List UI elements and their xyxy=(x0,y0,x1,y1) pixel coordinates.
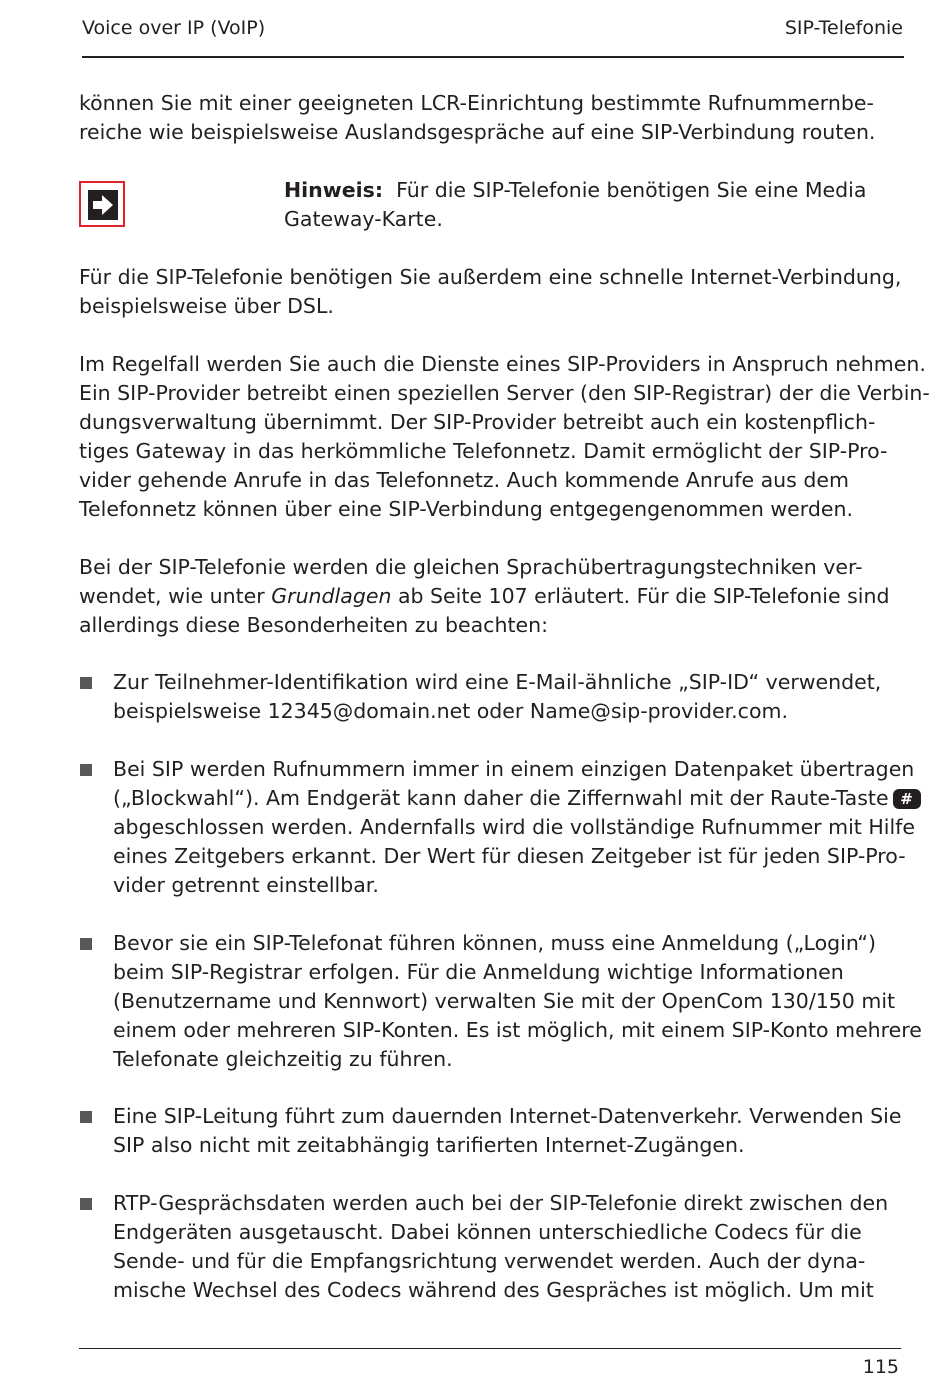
footer-rule xyxy=(79,1348,901,1349)
text-line: beispielsweise über DSL. xyxy=(79,294,334,318)
text-line: vider gehende Anrufe in das Telefonnetz. Auch kommende Anrufe aus dem xyxy=(79,468,849,492)
text-line: Ein SIP-Provider betreibt einen speziellen Server (den SIP-Registrar) der die Verbin- xyxy=(79,381,930,405)
list-item xyxy=(113,1102,903,1160)
text-line: Für die SIP-Telefonie benötigen Sie außerdem eine schnelle Internet-Verbindung, xyxy=(79,265,902,289)
running-header-section: SIP-Telefonie xyxy=(784,17,903,39)
note-line: Für die SIP-Telefonie benötigen Sie eine Media xyxy=(396,178,867,202)
text-line: Zur Teilnehmer-Identifikation wird eine E-Mail-ähnliche „SIP-ID“ verwendet, xyxy=(113,670,882,694)
text-line: RTP-Gesprächsdaten werden auch bei der SIP-Telefonie direkt zwischen den xyxy=(113,1191,889,1215)
note-text xyxy=(284,176,904,234)
note-label: Hinweis: xyxy=(284,178,384,202)
bullet-square-icon xyxy=(80,1111,92,1123)
text-line: Endgeräten ausgetauscht. Dabei können unterschiedliche Codecs für die xyxy=(113,1220,862,1244)
text-line: Telefonnetz können über eine SIP-Verbindung entgegengenommen werden. xyxy=(79,497,853,521)
text-line: eines Zeitgebers erkannt. Der Wert für diesen Zeitgeber ist für jeden SIP-Pro- xyxy=(113,844,906,868)
text-line: Bei der SIP-Telefonie werden die gleichen Sprachübertragungstechniken ver- xyxy=(79,555,863,579)
text-line: tiges Gateway in das herkömmliche Telefonnetz. Damit ermöglicht der SIP-Pro- xyxy=(79,439,888,463)
text-line: reiche wie beispielsweise Auslandsgespräche auf eine SIP-Verbindung routen. xyxy=(79,120,876,144)
bullet-square-icon xyxy=(80,677,92,689)
text-line: abgeschlossen werden. Andernfalls wird die vollständige Rufnummer mit Hilfe xyxy=(113,815,915,839)
paragraph-besonderheiten xyxy=(79,553,901,640)
bullet-square-icon xyxy=(80,938,92,950)
text-line: Bevor sie ein SIP-Telefonat führen können, muss eine Anmeldung („Login“) xyxy=(113,931,876,955)
paragraph-lcr xyxy=(79,89,901,147)
text-line: Sende- und für die Empfangsrichtung verwendet werden. Auch der dyna- xyxy=(113,1249,866,1273)
bullet-square-icon xyxy=(80,764,92,776)
text-line: Bei SIP werden Rufnummern immer in einem einzigen Datenpaket übertragen xyxy=(113,757,915,781)
paragraph-internet xyxy=(79,263,901,321)
text-line: SIP also nicht mit zeitabhängig tarifierten Internet-Zugängen. xyxy=(113,1133,745,1157)
text-line: (Benutzername und Kennwort) verwalten Sie mit der OpenCom 130/150 mit xyxy=(113,989,896,1013)
text-line: dungsverwaltung übernimmt. Der SIP-Provider betreibt auch ein kostenpflich- xyxy=(79,410,876,434)
cross-reference-grundlagen: Grundlagen xyxy=(271,584,392,608)
text-line: vider getrennt einstellbar. xyxy=(113,873,379,897)
hash-key-icon: # xyxy=(893,789,921,809)
text-line: wendet, wie unter Grundlagen ab Seite 107 erläutert. Für die SIP-Telefonie sind xyxy=(79,584,890,608)
text-line: allerdings diese Besonderheiten zu beachten: xyxy=(79,613,548,637)
note-line: Gateway-Karte. xyxy=(284,207,443,231)
bullet-square-icon xyxy=(80,1198,92,1210)
text-line: beim SIP-Registrar erfolgen. Für die Anmeldung wichtige Informationen xyxy=(113,960,844,984)
text-line: Im Regelfall werden Sie auch die Dienste eines SIP-Providers in Anspruch nehmen. xyxy=(79,352,926,376)
note-arrow-icon xyxy=(79,181,125,227)
text-line: Eine SIP-Leitung führt zum dauernden Internet-Datenverkehr. Verwenden Sie xyxy=(113,1104,902,1128)
list-item xyxy=(113,1189,903,1305)
paragraph-sip-provider xyxy=(79,350,930,524)
list-item xyxy=(113,929,922,1074)
page-number: 115 xyxy=(862,1356,899,1378)
text-line: können Sie mit einer geeigneten LCR-Einrichtung bestimmte Rufnummernbe- xyxy=(79,91,874,115)
text-line: einem oder mehreren SIP-Konten. Es ist möglich, mit einem SIP-Konto mehrere xyxy=(113,1018,922,1042)
text-line: mische Wechsel des Codecs während des Gespräches ist möglich. Um mit xyxy=(113,1278,874,1302)
header-rule xyxy=(82,56,904,58)
arrow-right-icon xyxy=(88,190,118,220)
text-line: Telefonate gleichzeitig zu führen. xyxy=(113,1047,453,1071)
running-header-chapter: Voice over IP (VoIP) xyxy=(82,17,266,39)
list-item xyxy=(113,755,915,900)
text-line: beispielsweise 12345@domain.net oder Name@sip-provider.com. xyxy=(113,699,788,723)
list-item xyxy=(113,668,903,726)
text-line: („Blockwahl“). Am Endgerät kann daher die Ziffernwahl mit der Raute-Taste # xyxy=(113,784,903,813)
